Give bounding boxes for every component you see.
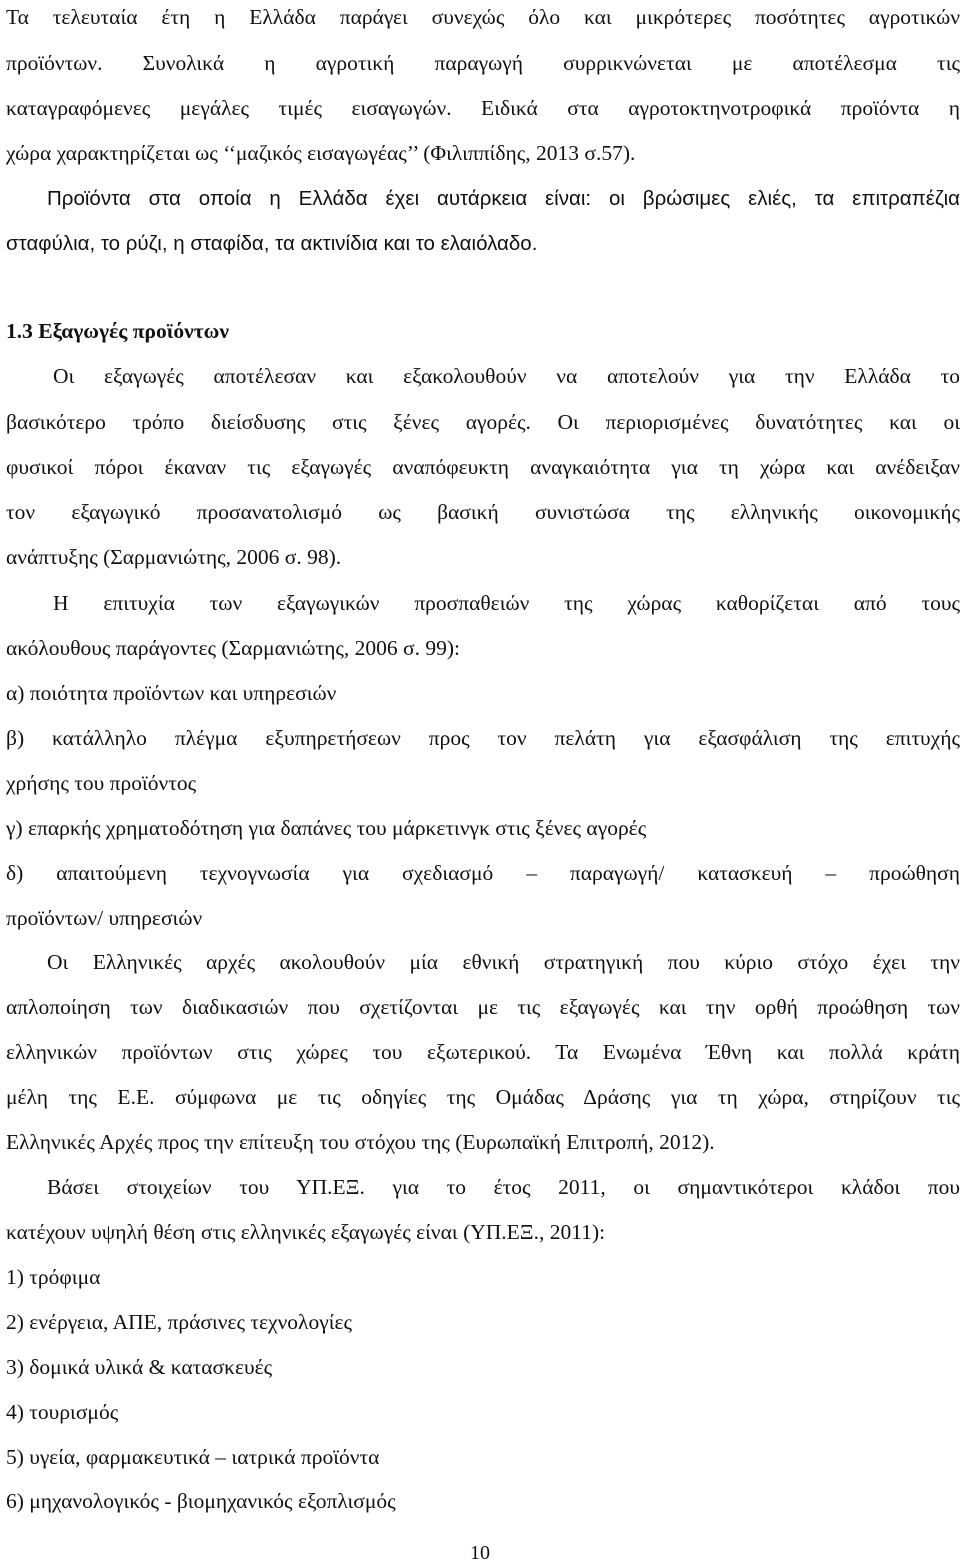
paragraph-line: Οι Ελληνικές αρχές ακολουθούν μία εθνική στρατηγική που κύριο στόχο έχει την <box>47 950 960 974</box>
paragraph-line: μέλη της Ε.Ε. σύμφωνα με τις οδηγίες της Ομάδας Δράσης για τη χώρα, στηρίζουν τις <box>6 1085 960 1109</box>
list-item: γ) επαρκής χρηματοδότηση για δαπάνες του μάρκετινγκ στις ξένες αγορές <box>6 816 647 840</box>
list-item: 1) τρόφιμα <box>6 1265 101 1289</box>
paragraph-line: Προϊόντα στα οποία η Ελλάδα έχει αυτάρκεια είναι: οι βρώσιμες ελιές, τα επιτραπέζια <box>47 187 960 210</box>
list-item: 6) μηχανολογικός - βιομηχανικός εξοπλισμός <box>6 1489 396 1513</box>
paragraph-line: απλοποίηση των διαδικασιών που σχετίζονται με τις εξαγωγές και την ορθή προώθηση των <box>6 995 960 1019</box>
list-item: β) κατάλληλο πλέγμα εξυπηρετήσεων προς τον πελάτη για εξασφάλιση της επιτυχής <box>6 726 960 750</box>
list-item-continuation: χρήσης του προϊόντος <box>6 771 197 795</box>
list-item: α) ποιότητα προϊόντων και υπηρεσιών <box>6 681 337 705</box>
list-item: δ) απαιτούμενη τεχνογνωσία για σχεδιασμό – παραγωγή/ κατασκευή – προώθηση <box>6 861 960 885</box>
page-number: 10 <box>470 1542 490 1564</box>
list-item-continuation: προϊόντων/ υπηρεσιών <box>6 906 203 930</box>
paragraph-line: σταφύλια, το ρύζι, η σταφίδα, τα ακτινίδια και το ελαιόλαδο. <box>6 232 538 255</box>
paragraph-line: Η επιτυχία των εξαγωγικών προσπαθειών της χώρας καθορίζεται από τους <box>53 591 960 615</box>
list-item: 3) δομικά υλικά & κατασκευές <box>6 1355 273 1379</box>
paragraph-line: Βάσει στοιχείων του ΥΠ.ΕΞ. για το έτος 2011, οι σημαντικότεροι κλάδοι που <box>47 1175 960 1199</box>
list-item: 5) υγεία, φαρμακευτικά – ιατρικά προϊόντα <box>6 1445 380 1469</box>
paragraph-line: κατέχουν υψηλή θέση στις ελληνικές εξαγωγές είναι (ΥΠ.ΕΞ., 2011): <box>6 1220 606 1244</box>
paragraph-line: ελληνικών προϊόντων στις χώρες του εξωτερικού. Τα Ενωμένα Έθνη και πολλά κράτη <box>6 1040 960 1064</box>
paragraph-line: τον εξαγωγικό προσανατολισμό ως βασική συνιστώσα της ελληνικής οικονομικής <box>6 500 960 524</box>
paragraph-line: χώρα χαρακτηρίζεται ως ‘‘μαζικός εισαγωγέας’’ (Φιλιππίδης, 2013 σ.57). <box>6 141 636 165</box>
paragraph-line: φυσικοί πόροι έκαναν τις εξαγωγές αναπόφευκτη αναγκαιότητα για τη χώρα και ανέδειξαν <box>6 455 960 479</box>
section-heading: 1.3 Εξαγωγές προϊόντων <box>6 319 229 343</box>
paragraph-line: προϊόντων. Συνολικά η αγροτική παραγωγή συρρικνώνεται με αποτέλεσμα τις <box>6 51 960 75</box>
paragraph-line: Τα τελευταία έτη η Ελλάδα παράγει συνεχώς όλο και μικρότερες ποσότητες αγροτικών <box>6 5 960 29</box>
paragraph-line: Οι εξαγωγές αποτέλεσαν και εξακολουθούν να αποτελούν για την Ελλάδα το <box>53 364 960 388</box>
list-item: 4) τουρισμός <box>6 1400 119 1424</box>
paragraph-line: Ελληνικές Αρχές προς την επίτευξη του στόχου της (Ευρωπαϊκή Επιτροπή, 2012). <box>6 1130 715 1154</box>
paragraph-line: ανάπτυξης (Σαρμανιώτης, 2006 σ. 98). <box>6 545 342 569</box>
list-item: 2) ενέργεια, ΑΠΕ, πράσινες τεχνολογίες <box>6 1310 353 1334</box>
paragraph-line: καταγραφόμενες μεγάλες τιμές εισαγωγών. Ειδικά στα αγροτοκτηνοτροφικά προϊόντα η <box>6 96 960 120</box>
paragraph-line: βασικότερο τρόπο διείσδυσης στις ξένες αγορές. Οι περιορισμένες δυνατότητες και οι <box>6 410 960 434</box>
paragraph-line: ακόλουθους παράγοντες (Σαρμανιώτης, 2006 σ. 99): <box>6 636 461 660</box>
